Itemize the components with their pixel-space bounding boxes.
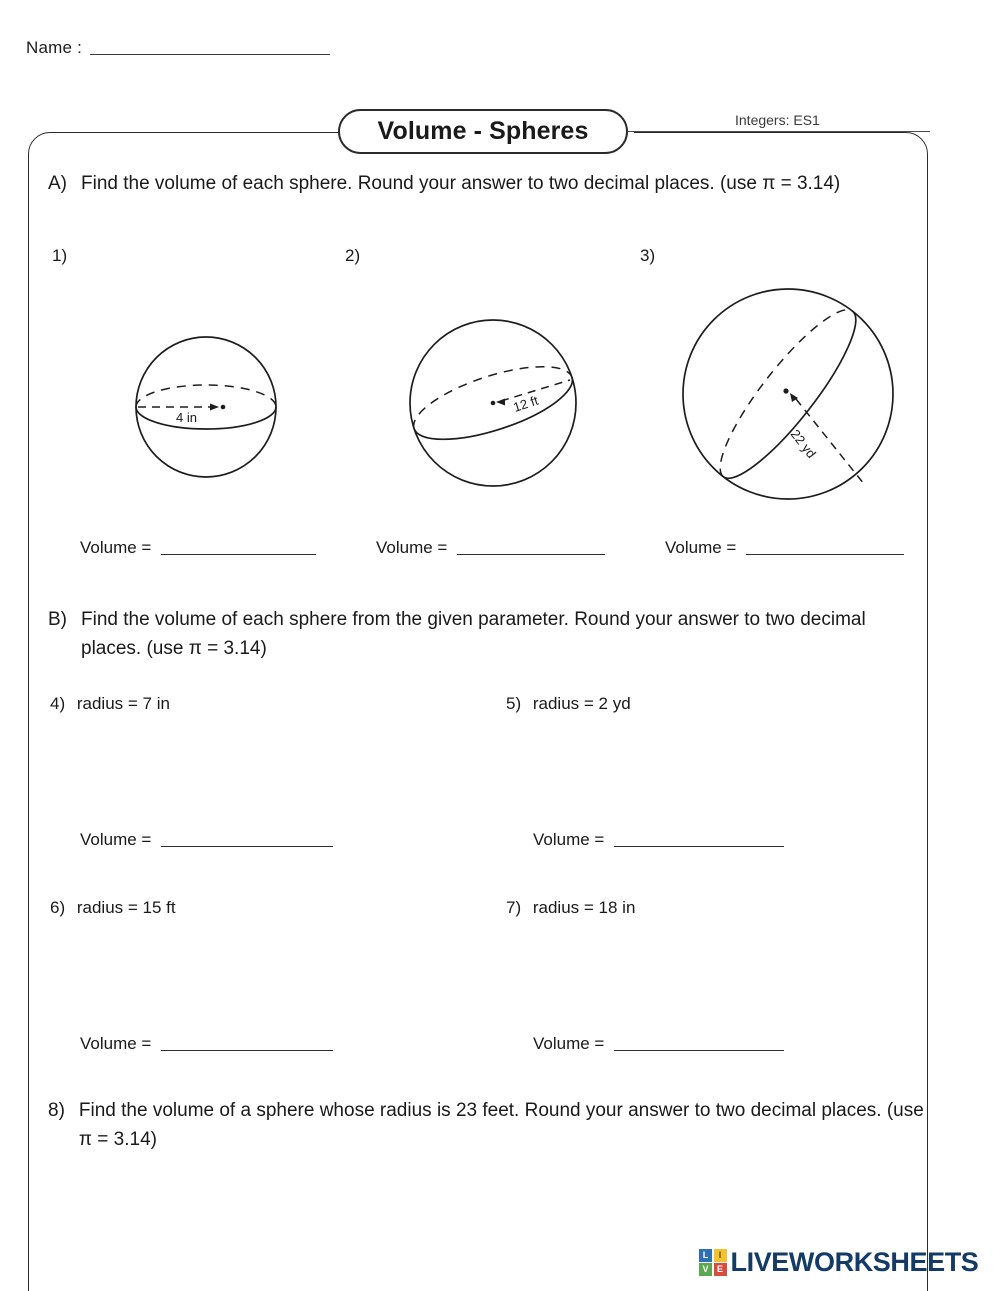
section-a-text: Find the volume of each sphere. Round your answer to two decimal places. (use π = 3.14) [81,173,841,194]
logo-tile-l: L [699,1249,712,1262]
problem-7-text: radius = 18 in [532,898,636,917]
section-a-instructions [48,170,840,199]
worksheet-title-pill [338,109,628,154]
problem-number-3: 3) [640,246,656,265]
problem-number-2: 2) [345,246,361,265]
logo-tile-e: E [714,1263,727,1276]
radius-label-2: 12 ft [511,392,540,415]
answer-write-line-6[interactable] [161,1050,333,1051]
radius-label-1: 4 in [176,410,197,425]
answer-write-line-2[interactable] [457,554,605,555]
name-field[interactable] [26,38,330,58]
answer-slot-4[interactable] [80,830,333,850]
answer-write-line-5[interactable] [614,846,784,847]
problem-8 [48,1097,939,1154]
sphere-figure-3 [678,268,916,535]
page-title: Volume - Spheres [377,117,589,145]
volume-label-7: Volume = [533,1034,605,1053]
volume-label-1: Volume = [80,538,152,557]
answer-slot-1[interactable] [80,538,316,558]
problem-number-6: 6) [50,898,66,917]
answer-slot-2[interactable] [376,538,605,558]
problem-number-4: 4) [50,694,66,713]
center-point-2 [491,401,496,406]
radius-label-3: 22 yd [787,426,820,461]
answer-slot-3[interactable] [665,538,904,558]
answer-write-line-3[interactable] [746,554,904,555]
problem-6-text: radius = 15 ft [76,898,176,917]
header-divider-rule [628,131,930,132]
radius-arrowhead-1 [210,404,219,411]
equator-back-1 [136,385,276,407]
sphere-figure-1 [120,318,292,501]
problem-4 [50,694,170,714]
answer-slot-6[interactable] [80,1034,333,1054]
section-a-letter: A) [48,173,67,194]
equator-back-2 [406,352,572,429]
answer-write-line-4[interactable] [161,846,333,847]
level-tag: Integers: ES1 [735,112,820,128]
problem-7 [506,898,635,918]
equator-back-3 [703,295,853,476]
answer-write-line-7[interactable] [614,1050,784,1051]
answer-slot-5[interactable] [533,830,784,850]
section-b-instructions [48,606,921,663]
logo-tile-i: I [714,1249,727,1262]
problem-5-text: radius = 2 yd [532,694,631,713]
center-point-3 [783,388,788,393]
problem-number-5: 5) [506,694,522,713]
problem-8-text: Find the volume of a sphere whose radius is 23 feet. Round your answer to two decimal places. (use π = 3.14) [78,1100,924,1150]
problem-number-7: 7) [506,898,522,917]
volume-label-4: Volume = [80,830,152,849]
section-b-letter: B) [48,609,67,630]
answer-write-line-1[interactable] [161,554,316,555]
problem-number-1: 1) [52,246,68,265]
problem-5 [506,694,631,714]
problem-number-8: 8) [48,1100,65,1121]
equator-front-2 [414,377,580,454]
name-label: Name : [26,38,82,57]
sphere-outline-3 [683,289,893,499]
volume-label-3: Volume = [665,538,737,557]
volume-label-2: Volume = [376,538,448,557]
section-b-text: Find the volume of each sphere from the given parameter. Round your answer to two decimal places. (use π = 3.14) [81,609,866,659]
logo-tile-v: V [699,1263,712,1276]
liveworksheets-logo-icon [699,1249,727,1277]
answer-slot-7[interactable] [533,1034,784,1054]
volume-label-6: Volume = [80,1034,152,1053]
name-write-line[interactable] [90,54,330,55]
radius-arrowhead-2 [496,399,505,406]
logo-wordmark: LIVEWORKSHEETS [730,1247,979,1277]
sphere-figure-2 [405,300,595,520]
equator-front-1 [136,407,276,429]
problem-6 [50,898,176,918]
center-point-1 [221,405,226,410]
liveworksheets-logo[interactable] [699,1247,978,1278]
volume-label-5: Volume = [533,830,605,849]
problem-4-text: radius = 7 in [76,694,170,713]
